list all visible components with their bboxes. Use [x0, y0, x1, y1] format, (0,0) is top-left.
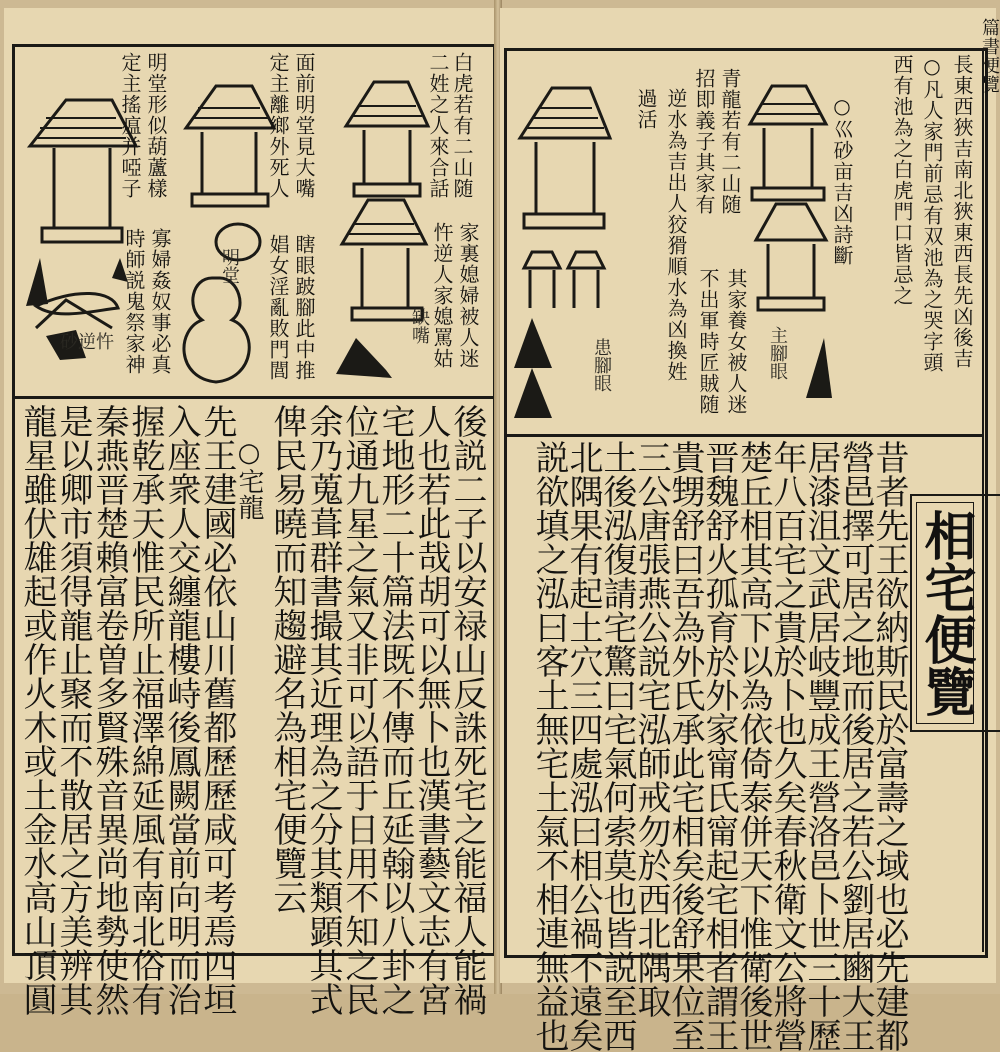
right-page: [500, 8, 1000, 1052]
right-divider: [504, 434, 984, 437]
right-body-line: 營邑擇可居之地而後居之若公劉居豳大王: [835, 440, 875, 1052]
left-poem-line: 明堂形似葫蘆樣: [144, 52, 168, 199]
right-body-line: 楚丘相其高下以為依倚泰併天下惟衛後世: [733, 440, 773, 1052]
left-page: [4, 8, 494, 1016]
left-divider: [12, 396, 494, 399]
right-body-line: 昔者先王欲納斯民於富壽之域也必先建都: [869, 440, 909, 1052]
right-poem-line: 逆水為吉出人狡猾順水為凶換姓: [664, 88, 688, 382]
right-poem-line: 其家養女被人迷: [724, 268, 748, 415]
right-note: 長東西狹吉南北狹東西長先凶後吉: [950, 54, 974, 369]
left-body-line: 先王建國必依山川舊都歷歷咸可考焉四垣: [197, 404, 237, 1016]
right-body-line: 北隅果有起土穴三四處泓曰相公禍不遠矣: [563, 440, 603, 1052]
left-body-line: 宅地形二十篇法既不傳而丘延翰以八卦之: [375, 404, 415, 1016]
left-body-line: 人也若此哉胡可以無卜也漢書藝文志有宮: [411, 404, 451, 1016]
left-poem-line: 瞎眼跛腳此中推: [292, 234, 316, 381]
spine-title: 篇書便覽: [979, 18, 1000, 94]
left-label-mingtang: 明堂: [219, 248, 240, 284]
book-title: 相宅便覽: [916, 502, 974, 724]
right-body-line: 年八百宅之貴於卜也久矣春秋衛文公將營: [767, 440, 807, 1052]
left-body-line: 是以卿市須得龍止聚而不散居之方美辨其: [53, 404, 93, 1016]
title-cartouche: [910, 494, 1000, 732]
right-note: ○巛砂亩吉凶詩斷: [830, 94, 854, 266]
left-poem-line: 定主離鄉外死人: [266, 52, 290, 199]
right-note: ○凡人家門前忌有双池為之哭字頭: [920, 54, 944, 373]
right-body-line: 晋魏舒火孤育於外家甯氏甯起宅相者謂王: [699, 440, 739, 1052]
left-poem-line: 面前明堂見大嘴: [292, 52, 316, 199]
right-label-huanjiaoyan: 患腳眼: [591, 338, 612, 392]
right-body-line: 土後泓復請宅驚曰宅氣何索莫也皆説至西: [597, 440, 637, 1052]
right-poem-line: 招即義子其家有: [692, 68, 716, 215]
left-body-line: 握乾承天惟民所止福澤綿延風有南北俗有: [125, 404, 165, 1016]
left-poem-line: 娼女淫亂敗門閭: [266, 234, 290, 381]
left-poem-line: 家裏媳婦被人迷: [456, 222, 480, 369]
right-label-zhujiaoyan: 主腳眼: [767, 326, 788, 380]
section-marker: ○宅龍: [234, 438, 264, 520]
right-poem-line: 青龍若有二山随: [718, 68, 742, 215]
left-body-line: 龍星雖伏雄起或作火木或土金水高山頂圓: [17, 404, 57, 1016]
left-body-line: 後説二子以安禄山反誅死宅之能福人能禍: [447, 404, 487, 1016]
left-poem-line: 寡婦姦奴事必真: [148, 228, 172, 375]
left-body-line: 入座衆人交纏龍樓峙後鳳闕當前向明而治: [161, 404, 201, 1016]
left-label-shani: 砂逆忤: [60, 332, 114, 353]
left-poem-line: 二姓之人來合話: [426, 52, 450, 199]
left-body-line: 位通九星之氣又非可以語于日用不知之民: [339, 404, 379, 1016]
right-body-line: 三公唐張燕公説宅泓師戒勿於西北隅取: [631, 440, 671, 1018]
left-poem-line: 時師説鬼祭家神: [122, 228, 146, 375]
right-poem-line: 過活: [634, 88, 658, 130]
left-poem-line: 定主搖瘟并啞子: [118, 52, 142, 199]
left-label-queizui: 缺嘴: [409, 308, 430, 344]
right-poem-line: 不出軍時匠賊随: [696, 268, 720, 415]
right-body-line: 居漆沮文武居岐豐成王營洛邑卜世三十歷: [801, 440, 841, 1052]
left-body-line: 余乃蒐葺群書撮其近理為之分其類顕其式: [303, 404, 343, 1016]
left-body-line: 俾民易曉而知趨避名為相宅便覽云: [267, 404, 307, 914]
right-note: 西有池為之白虎門口皆忌之: [890, 54, 914, 306]
left-poem-line: 白虎若有二山随: [450, 52, 474, 199]
right-body-line: 貴甥舒曰吾為外氏承此宅相矣後舒果位至: [665, 440, 705, 1052]
left-body-line: 秦燕晋楚賴富卷曽多賢殊音異尚地勢使然: [89, 404, 129, 1016]
right-body-line: 説欲填之泓曰客土無宅土氣不相連無益也: [529, 440, 569, 1052]
left-poem-line: 忤逆人家媳罵姑: [430, 222, 454, 369]
